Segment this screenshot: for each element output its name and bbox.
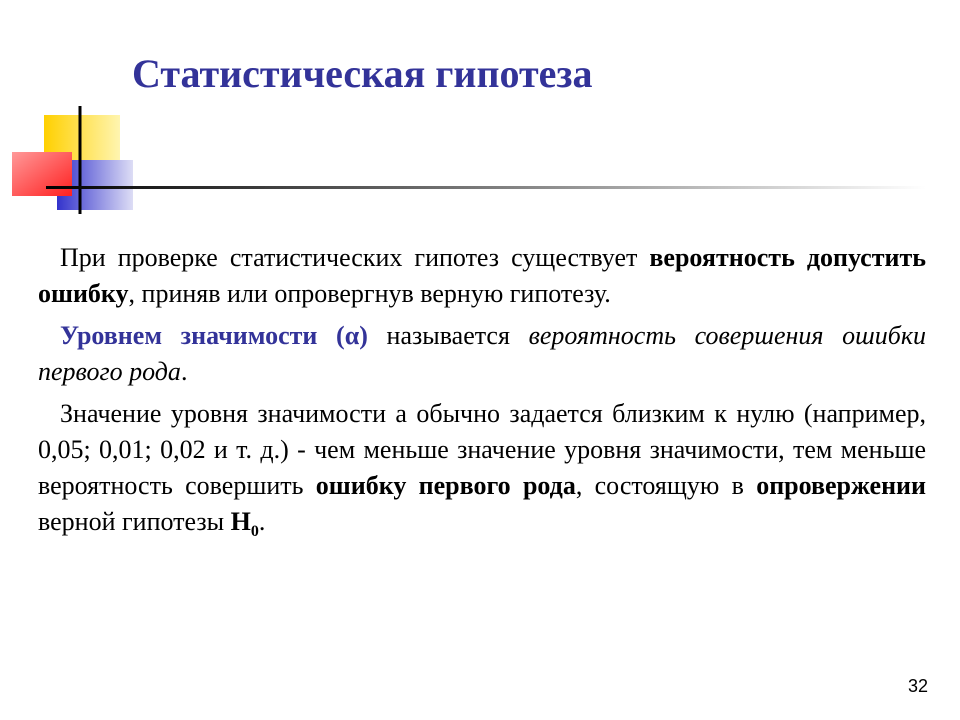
p3-text-h: . <box>258 507 266 536</box>
slide-number: 32 <box>907 676 928 696</box>
p3-bold-rejection: опровержении <box>756 471 927 500</box>
p3-hypothesis-h: H <box>230 507 251 536</box>
paragraph-1 <box>38 240 926 312</box>
horizontal-line <box>46 186 926 189</box>
paragraph-2 <box>38 318 926 390</box>
p2-term: Уровнем значимости ( <box>60 321 345 350</box>
p3-text-c: , состоящую в <box>575 471 757 500</box>
paragraph-3 <box>38 396 926 550</box>
decorative-squares <box>0 0 960 230</box>
p1-text-c: , приняв или опровергнув верную гипотезу. <box>128 279 611 308</box>
p3-bold-error: ошибку первого рода <box>315 471 576 500</box>
p3-text-e: верной гипотезы <box>38 507 231 536</box>
p2-italic-definition: вероятность совершения ошибки первого рода <box>38 321 926 386</box>
slide-title: Статистическая гипотеза <box>132 51 593 96</box>
p3-text-a: Значение уровня значимости a обычно задается близким к нулю (например, 0,05; 0,01; 0,02 и т. д.) - чем меньше значение уровня значимости, тем меньше вероятность совершить <box>38 399 926 500</box>
p1-text-a: При проверке статистических гипотез существует <box>60 243 650 272</box>
red-square <box>12 152 72 196</box>
p1-bold-phrase: вероятность допустить ошибку <box>38 243 926 308</box>
slide-content <box>38 240 926 556</box>
p2-term-close: ) <box>359 321 368 350</box>
p2-text-c: называется <box>367 321 529 350</box>
p3-hypothesis-sub: 0 <box>250 523 259 541</box>
p2-text-e: . <box>180 357 188 386</box>
alpha-symbol: α <box>344 321 360 350</box>
